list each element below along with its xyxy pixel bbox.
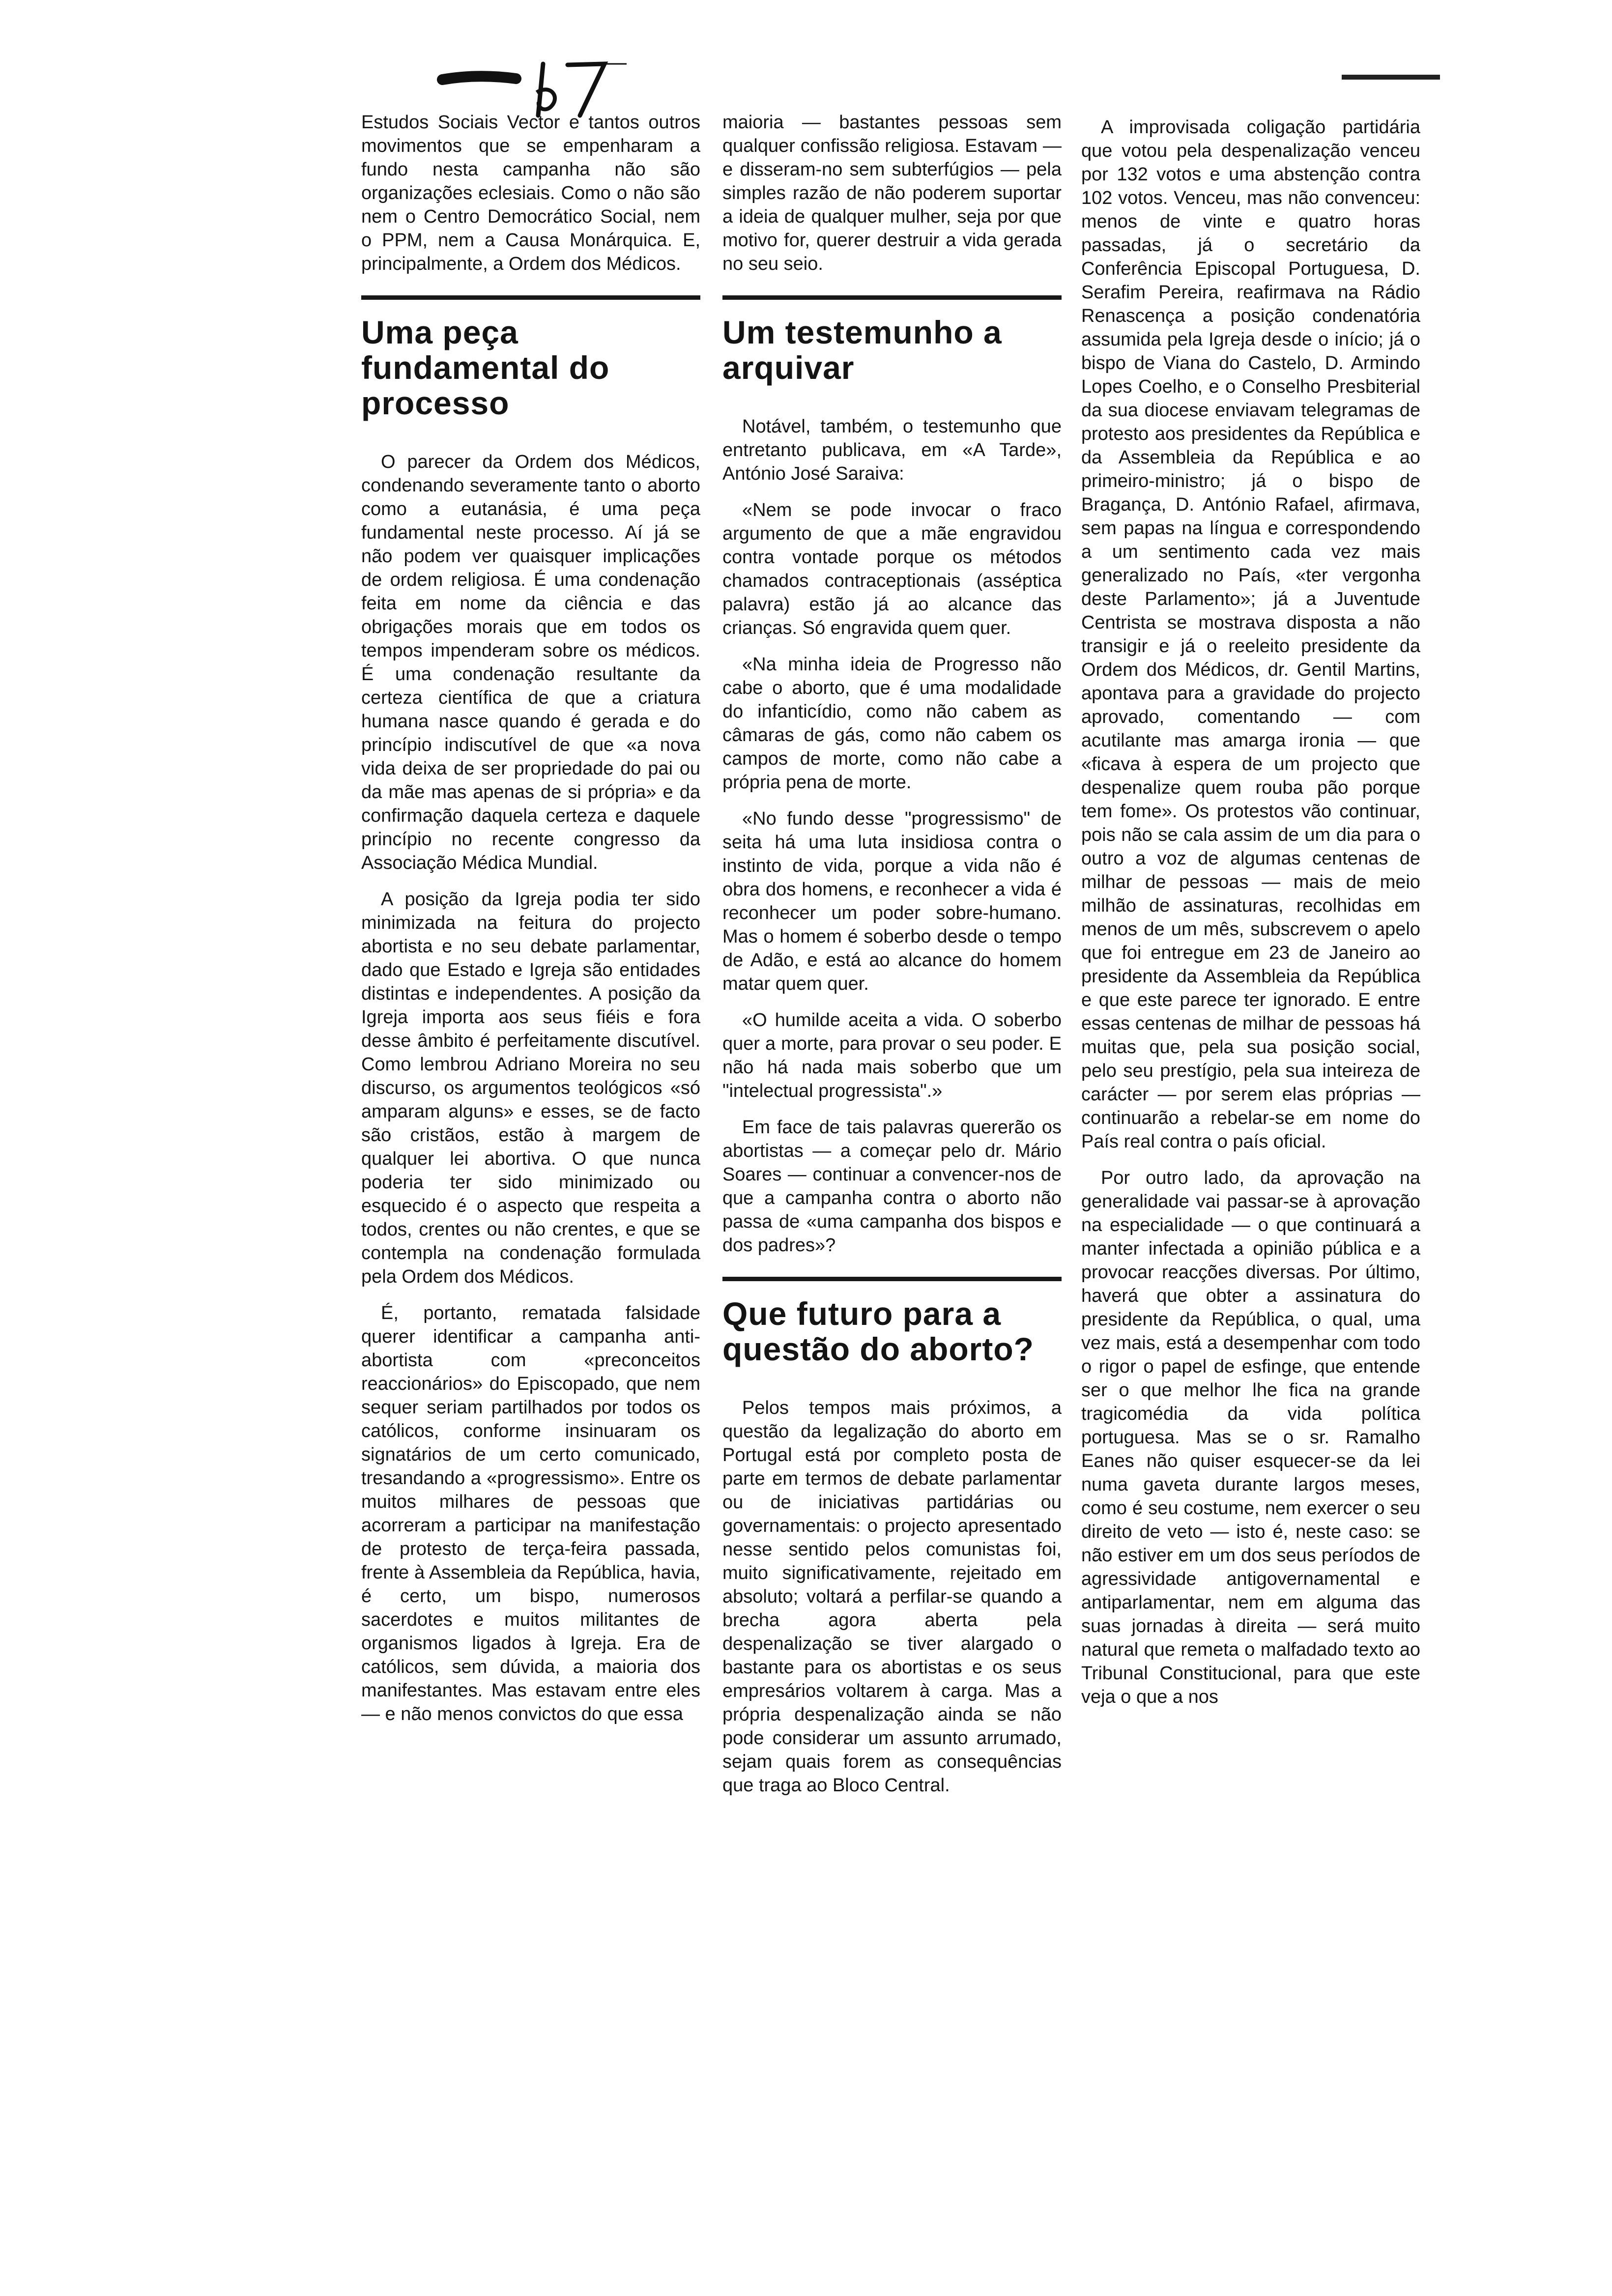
article-paragraph: «Na minha ideia de Progresso não cabe o aborto, que é uma modalidade do infanticídio, como não cabem as câmaras de gás, como não cabem os campos de morte, como não cabe a própria pena de morte. [722, 654, 1062, 793]
section-heading: Uma peça fundamental do processo [361, 314, 610, 421]
article-paragraph: Pelos tempos mais próximos, a questão da legalização do aborto em Portugal está por completo posta de parte em termos de debate parlamentar ou de iniciativas partidárias ou governamentais: o projecto apresentado nesse sentido pelos comunistas foi, muito significativamente, rejeitado em absoluto; voltará a perfilar-se quando a brecha agora aberta pela despenalização se tiver alargado o bastante para os abortistas e os seus empresários voltarem à carga. Mas a própria despenalização ainda se não pode considerar um assunto arrumado, sejam quais forem as consequências que traga ao Bloco Central. [722, 1398, 1062, 1796]
section-rule [722, 295, 1062, 300]
handwritten-page-number [432, 49, 629, 118]
top-right-rule [1342, 75, 1440, 80]
article-paragraph: Em face de tais palavras quererão os abortistas — a começar pelo dr. Mário Soares — continuar a convencer-nos de que a campanha contra o aborto não passa de «uma campanha dos bispos e dos padres»? [722, 1117, 1062, 1256]
article-paragraph: Por outro lado, da aprovação na generalidade vai passar-se à aprovação na especialidade — o que continuará a manter infectada a opinião pública e a provocar reacções diversas. Por último, haverá que obter a assinatura do presidente da República, o qual, uma vez mais, está a desempenhar com todo o rigor o papel de esfinge, que entende ser o que melhor lhe fica na grande tragicomédia da vida política portuguesa. Mas se o sr. Ramalho Eanes não quiser esquecer-se da lei numa gaveta durante largos meses, como é seu costume, nem exercer o seu direito de veto — isto é, neste caso: se não estiver em um dos seus períodos de agressividade antigovernamental e antiparlamentar, nem em alguma das suas jornadas à direita — será muito natural que remeta o malfadado texto ao Tribunal Constitucional, para que este veja o que a nos [1081, 1168, 1420, 1707]
article-paragraph: A posição da Igreja podia ter sido minimizada na feitura do projecto abortista e no seu debate parlamentar, dado que Estado e Igreja são entidades distintas e independentes. A posição da Igreja importa aos seus fiéis e fora desse âmbito é perfeitamente discutível. Como lembrou Adriano Moreira no seu discurso, os argumentos teológicos «só amparam alguns» e esses, se de facto são cristãos, estão à margem de qualquer lei abortiva. O que nunca poderia ter sido minimizado ou esquecido é o aspecto que respeita a todos, crentes ou não crentes, e que se contempla na condenação formulada pela Ordem dos Médicos. [361, 889, 700, 1287]
handwritten-mark-icon [432, 49, 629, 118]
article-paragraph: maioria — bastantes pessoas sem qualquer confissão religiosa. Estavam — e disseram-no sem subterfúgios — pela simples razão de não poderem suportar a ideia de qualquer mulher, seja por que motivo for, querer destruir a vida gerada no seu seio. [722, 112, 1062, 274]
article-paragraph: A improvisada coligação partidária que votou pela despenalização venceu por 132 votos e uma abstenção contra 102 votos. Venceu, mas não convenceu: menos de vinte e quatro horas passadas, já o secretário da Conferência Episcopal Portuguesa, D. Serafim Pereira, reafirmava na Rádio Renascença a posição condenatória assumida pela Igreja desde o início; já o bispo de Viana do Castelo, D. Armindo Lopes Coelho, e o Conselho Presbiterial da sua diocese enviavam telegramas de protesto aos presidentes da República e da Assembleia da República e ao primeiro-ministro; já o bispo de Bragança, D. António Rafael, afirmava, sem papas na língua e correspondendo a um sentimento cada vez mais generalizado no País, «ter vergonha deste Parlamento»; já a Juventude Centrista se mostrava disposta a não transigir e já o reeleito presidente da Ordem dos Médicos, dr. Gentil Martins, apontava para a gravidade do projecto aprovado, comentando — com acutilante mas amarga ironia — que «ficava à espera de um projecto que despenalize quem rouba pão porque tem fome». Os protestos vão continuar, pois não se cala assim de um dia para o outro a voz de algumas centenas de milhar de pessoas — mais de meio milhão de assinaturas, recolhidas em menos de um mês, subscrevem o apelo que foi entregue em 23 de Janeiro ao presidente da Assembleia da República e que este parece ter ignorado. E entre essas centenas de milhar de pessoas há muitas que, pela sua posição social, pelo seu prestígio, pela sua inteireza de carácter — por serem elas próprias — continuarão a rebelar-se em nome do País real contra o país oficial. [1081, 117, 1420, 1152]
section-rule [361, 295, 700, 300]
article-paragraph: Notável, também, o testemunho que entretanto publicava, em «A Tarde», António José Saraiva: [722, 416, 1062, 484]
article-paragraph: «Nem se pode invocar o fraco argumento de que a mãe engravidou contra vontade porque os métodos chamados contraceptionais (asséptica palavra) estão já ao alcance das crianças. Só engravida quem quer. [722, 500, 1062, 638]
section-heading: Um testemunho a arquivar [722, 314, 1002, 386]
column-1 [361, 111, 700, 1739]
article-paragraph: «No fundo desse "progressismo" de seita há uma luta insidiosa contra o instinto de vida, porque a vida não é obra dos homens, e reconhecer a vida é reconhecer um poder sobre-humano. Mas o homem é soberbo desde o tempo de Adão, e está ao alcance do homem matar quem quer. [722, 808, 1062, 994]
article-paragraph: Estudos Sociais Vector e tantos outros movimentos que se empenharam a fundo nesta campanha não são organizações eclesiais. Como o não são nem o Centro Democrático Social, nem o PPM, nem a Causa Monárquica. E, principalmente, a Ordem dos Médicos. [361, 112, 700, 274]
column-2 [722, 111, 1062, 1810]
article-paragraph: É, portanto, rematada falsidade querer identificar a campanha anti-abortista com «preconceitos reaccionários» do Episcopado, que nem sequer seriam partilhados por todos os católicos, conforme insinuaram os signatários de um certo comunicado, tresandando a «progressismo». Entre os muitos milhares de pessoas que acorreram a participar na manifestação de protesto de terça-feira passada, frente à Assembleia da República, havia, é certo, um bispo, numerosos sacerdotes e muitos militantes de organismos ligados à Igreja. Era de católicos, sem dúvida, a maioria dos manifestantes. Mas estavam entre eles — e não menos convictos do que essa [361, 1303, 700, 1724]
column-3 [1081, 115, 1420, 1722]
section-rule [722, 1277, 1062, 1281]
article-paragraph: «O humilde aceita a vida. O soberbo quer a morte, para provar o seu poder. E não há nada mais soberbo que um "intelectual progressista".» [722, 1010, 1062, 1101]
section-heading: Que futuro para a questão do aborto? [722, 1295, 1034, 1367]
article-paragraph: O parecer da Ordem dos Médicos, condenando severamente tanto o aborto como a eutanásia, é uma peça fundamental neste processo. Aí já se não podem ver quaisquer implicações de ordem religiosa. É uma condenação feita em nome da ciência e das obrigações morais que em todos os tempos impenderam sobre os médicos. É uma condenação resultante da certeza científica de que a criatura humana nasce quando é gerada e do princípio indiscutível de que «a nova vida deixa de ser propriedade do pai ou da mãe mas apenas de si própria» e da confirmação daquela certeza e daquele princípio no recente congresso da Associação Médica Mundial. [361, 452, 700, 873]
